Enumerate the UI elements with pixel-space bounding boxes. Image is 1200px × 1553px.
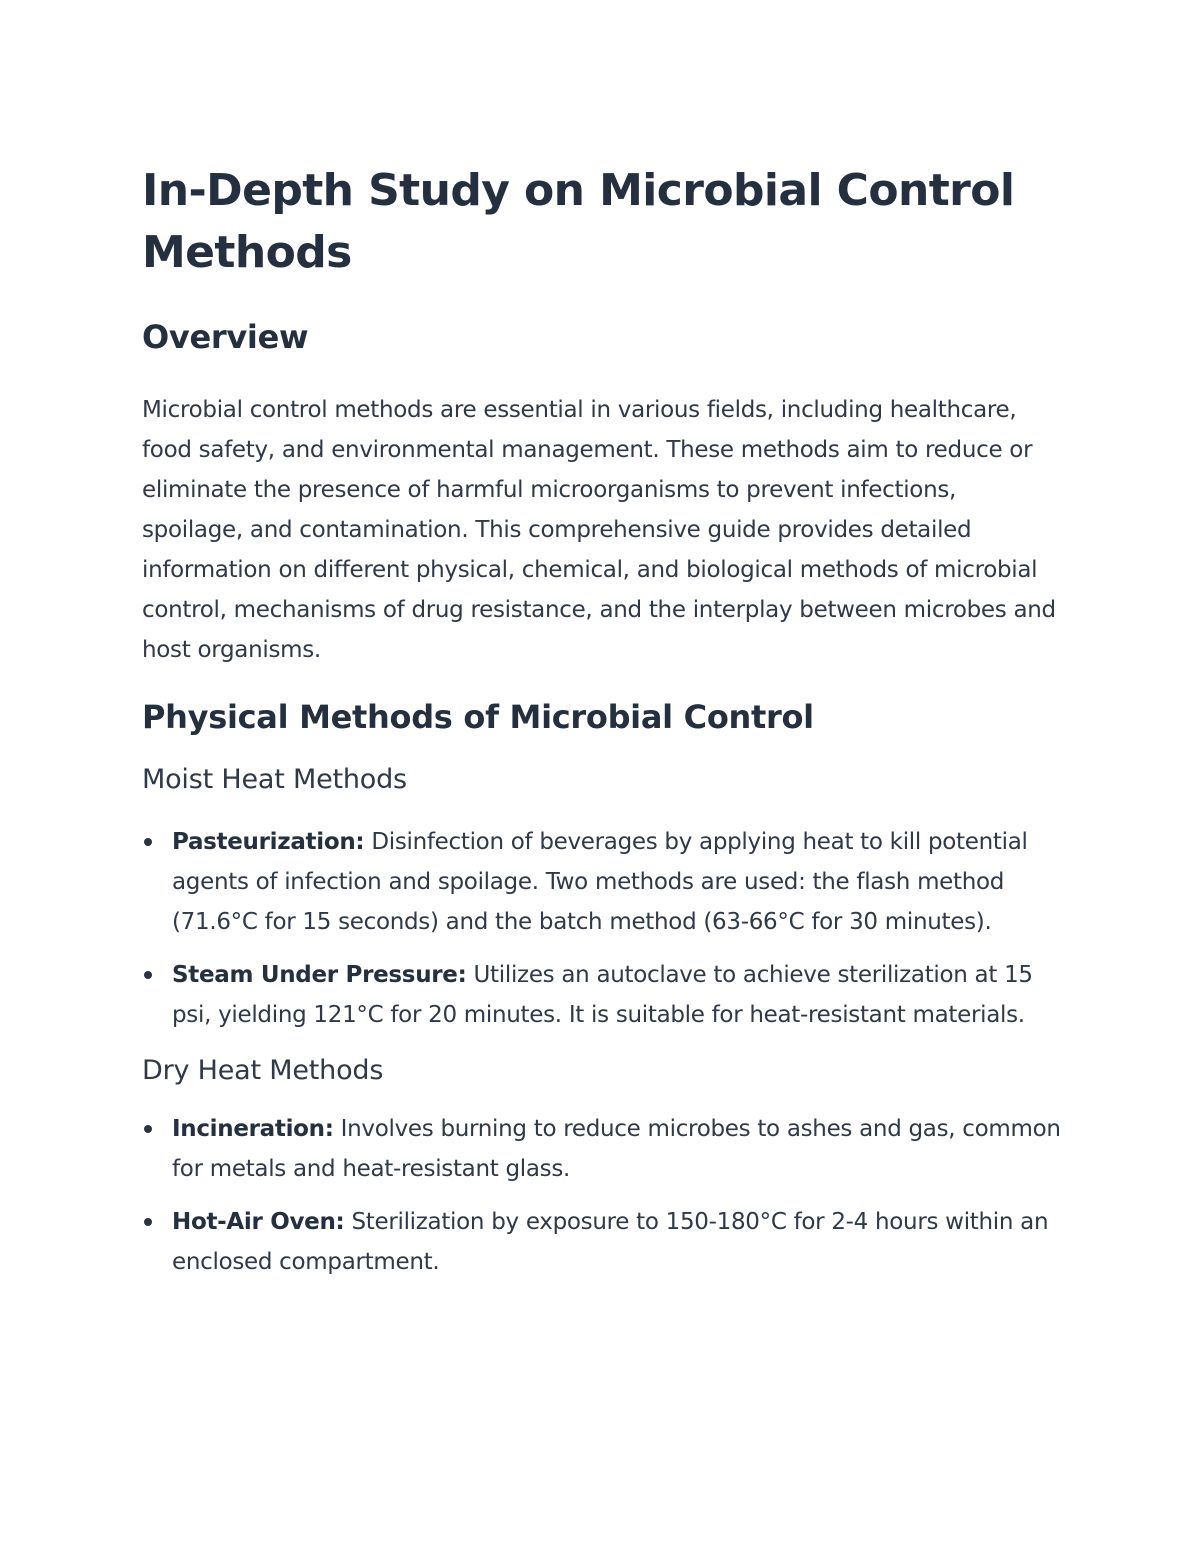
document-page [142, 160, 1062, 1295]
moist-heat-heading: Moist Heat Methods [142, 764, 407, 795]
list-item [142, 1109, 1062, 1189]
dry-heat-list [142, 1109, 1062, 1282]
list-item-term: Incineration: [172, 1116, 334, 1142]
bullet-icon [144, 971, 152, 979]
list-item-text: Sterilization by exposure to 150-180°C for 2-4 hours within an enclosed compartment. [172, 1209, 1049, 1275]
bullet-icon [144, 838, 152, 846]
list-item [142, 1202, 1062, 1282]
bullet-icon [144, 1125, 152, 1133]
physical-methods-heading: Physical Methods of Microbial Control [142, 698, 814, 736]
dry-heat-heading: Dry Heat Methods [142, 1055, 384, 1086]
document-title: In-Depth Study on Microbial Control Methods [142, 165, 1015, 278]
list-item [142, 822, 1062, 942]
overview-paragraph: Microbial control methods are essential in various fields, including healthcare, food safety, and environmental management. These methods aim to reduce or eliminate the presence of harmful microorganisms to prevent infections, spoilage, and contamination. This comprehensive guide provides detailed information on different physical, chemical, and biological methods of microbial control, mechanisms of drug resistance, and the interplay between microbes and host organisms. [142, 397, 1056, 663]
moist-heat-list [142, 822, 1062, 1035]
list-item [142, 955, 1062, 1035]
overview-heading: Overview [142, 318, 309, 356]
list-item-text: Utilizes an autoclave to achieve sterilization at 15 psi, yielding 121°C for 20 minutes. It is suitable for heat-resistant materials. [172, 962, 1033, 1028]
list-item-text: Involves burning to reduce microbes to ashes and gas, common for metals and heat-resistant glass. [172, 1116, 1061, 1182]
list-item-text: Disinfection of beverages by applying heat to kill potential agents of infection and spoilage. Two methods are used: the flash method (71.6°C for 15 seconds) and the batch method (63-66°C for 30 minutes). [172, 829, 1028, 935]
list-item-term: Hot-Air Oven: [172, 1209, 345, 1235]
bullet-icon [144, 1218, 152, 1226]
list-item-term: Pasteurization: [172, 829, 365, 855]
list-item-term: Steam Under Pressure: [172, 962, 467, 988]
